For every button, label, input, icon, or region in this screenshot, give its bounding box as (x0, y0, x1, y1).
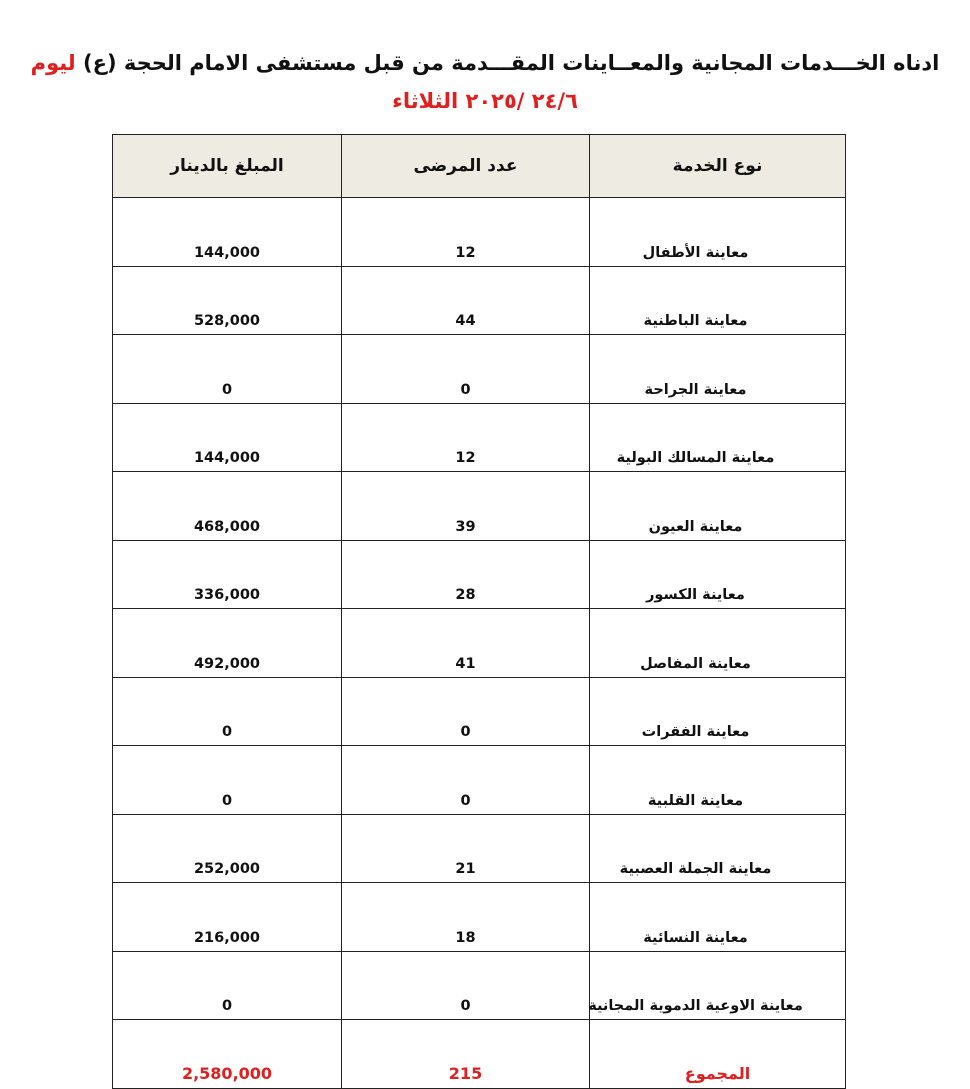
cell-count: 0 (342, 677, 590, 746)
cell-count: 0 (342, 746, 590, 815)
table-row (113, 746, 846, 815)
cell-count: 28 (342, 540, 590, 609)
cell-service (590, 198, 846, 267)
cell-count: 44 (342, 266, 590, 335)
cell-amount: 216,000 (113, 883, 342, 952)
table-row (113, 540, 846, 609)
cell-amount: 336,000 (113, 540, 342, 609)
cell-count: 0 (342, 951, 590, 1020)
cell-amount: 528,000 (113, 266, 342, 335)
header-count: عدد المرضى (342, 135, 590, 198)
cell-amount: 144,000 (113, 198, 342, 267)
table-row (113, 335, 846, 404)
service-label: معاينة الجملة العصبية (619, 861, 772, 877)
header-amount: المبلغ بالدينار (113, 135, 342, 198)
title-day-word: ليوم (30, 51, 76, 75)
table-row (113, 951, 846, 1020)
table-row (113, 198, 846, 267)
cell-amount: 0 (113, 335, 342, 404)
cell-count: 18 (342, 883, 590, 952)
cell-service (590, 335, 846, 404)
table-row (113, 883, 846, 952)
cell-amount: 0 (113, 746, 342, 815)
total-row (113, 1020, 846, 1089)
service-label: معاينة النسائية (643, 929, 748, 946)
header-service: نوع الخدمة (590, 135, 846, 198)
cell-count: 21 (342, 814, 590, 883)
service-label: معاينة المفاصل (640, 655, 751, 672)
cell-service (590, 266, 846, 335)
cell-count: 39 (342, 472, 590, 541)
document-title (0, 48, 970, 78)
cell-count: 41 (342, 609, 590, 678)
title-text: ادناه الخـــدمات المجانية والمعــاينات المقـــدمة من قبل مستشفى الامام الحجة (ع) (83, 51, 940, 75)
cell-count: 12 (342, 198, 590, 267)
table-row (113, 403, 846, 472)
cell-amount: 0 (113, 951, 342, 1020)
total-label: المجموع (590, 1020, 846, 1089)
total-amount: 2,580,000 (113, 1020, 342, 1089)
table-row (113, 609, 846, 678)
document-date: ٢٤/٦ /٢٠٢٥ الثلاثاء (392, 89, 578, 113)
cell-count: 0 (342, 335, 590, 404)
service-label: معاينة الفقرات (641, 724, 750, 740)
service-label: معاينة الأطفال (642, 244, 749, 261)
service-label: معاينة العيون (648, 518, 743, 535)
service-label: معاينة الجراحة (644, 381, 747, 398)
cell-amount: 144,000 (113, 403, 342, 472)
table-row (113, 472, 846, 541)
total-count: 215 (342, 1020, 590, 1089)
cell-amount: 468,000 (113, 472, 342, 541)
cell-amount: 252,000 (113, 814, 342, 883)
service-label: معاينة الكسور (646, 587, 745, 603)
service-label: معاينة القلبية (647, 792, 744, 809)
table-row (113, 677, 846, 746)
table-row (113, 814, 846, 883)
service-label: معاينة الباطنية (643, 313, 748, 329)
cell-service (590, 951, 846, 1020)
table-row (113, 266, 846, 335)
cell-service (590, 746, 846, 815)
table-header-row (113, 135, 846, 198)
cell-amount: 0 (113, 677, 342, 746)
service-label: معاينة الاوعية الدموية المجانية (588, 998, 803, 1014)
cell-count: 12 (342, 403, 590, 472)
cell-service (590, 472, 846, 541)
services-table (112, 134, 846, 1089)
cell-amount: 492,000 (113, 609, 342, 678)
service-label: معاينة المسالك البولية (616, 450, 775, 466)
cell-service (590, 814, 846, 883)
cell-service (590, 677, 846, 746)
cell-service (590, 609, 846, 678)
cell-service (590, 883, 846, 952)
cell-service (590, 403, 846, 472)
cell-service (590, 540, 846, 609)
